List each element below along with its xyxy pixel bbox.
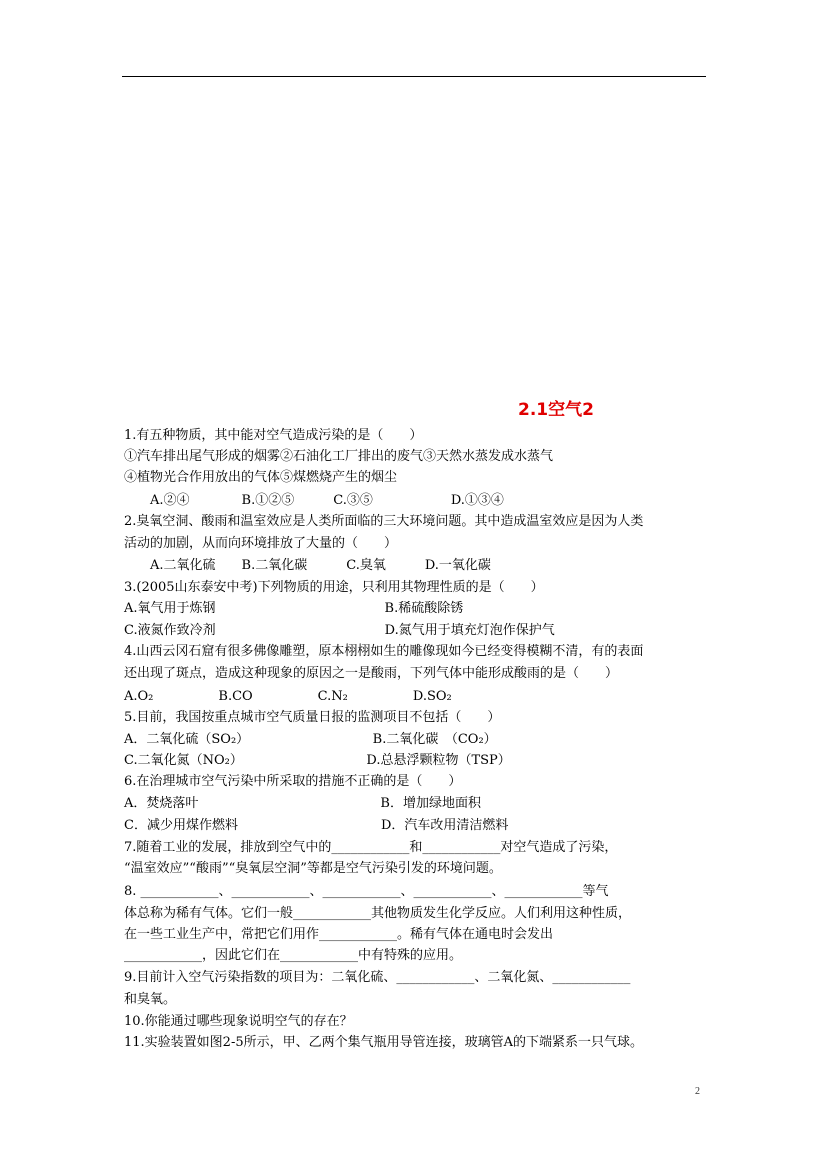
- text-line: ④植物光合作用放出的气体⑤煤燃烧产生的烟尘: [124, 470, 398, 485]
- text-line: 7.随着工业的发展，排放到空气中的____________和____________对空气造成了污染，: [124, 840, 618, 855]
- text-line: A.O₂ B.CO C.N₂ D.SO₂: [124, 689, 452, 704]
- text-line: 6.在治理城市空气污染中所采取的措施不正确的是（ ）: [124, 774, 462, 789]
- text-line: A.二氧化硫 B.二氧化碳 C.臭氧 D.一氧化碳: [124, 558, 491, 573]
- page-title: 2.1空气2: [518, 400, 594, 420]
- text-line: 活动的加剧，从而向环境排放了大量的（ ）: [124, 536, 398, 551]
- page-number: 2: [695, 1086, 700, 1097]
- text-line: 还出现了斑点，造成这种现象的原因之一是酸雨，下列气体中能形成酸雨的是（ ）: [124, 666, 619, 681]
- text-line: 10.你能通过哪些现象说明空气的存在？: [124, 1014, 353, 1029]
- text-line: C.液氮作致冷剂 D.氮气用于填充灯泡作保护气: [124, 623, 555, 638]
- text-line: ____________，因此它们在____________中有特殊的应用。: [124, 948, 463, 963]
- text-line: 8. ____________、____________、____________、____________、____________等气: [124, 884, 609, 899]
- text-line: 11.实验装置如图2-5所示，甲、乙两个集气瓶用导管连接，玻璃管A的下端紧系一只气球。: [124, 1035, 643, 1050]
- text-line: A．焚烧落叶 B．增加绿地面积: [124, 796, 481, 811]
- text-line: A．二氧化硫（SO₂） B.二氧化碳 （CO₂）: [124, 732, 497, 747]
- text-line: ①汽车排出尾气形成的烟雾②石油化工厂排出的废气③天然水蒸发成水蒸气: [124, 449, 554, 464]
- text-line: 体总称为稀有气体。它们一般____________其他物质发生化学反应。人们利用这种性质，: [124, 906, 632, 921]
- text-line: C.二氧化氮（NO₂） D.总悬浮颗粒物（TSP）: [124, 753, 511, 768]
- text-line: 4.山西云冈石窟有很多佛像雕塑，原本栩栩如生的雕像现如今已经变得模糊不清，有的表面: [124, 644, 644, 659]
- text-line: 和臭氧。: [124, 992, 177, 1007]
- text-line: 3.(2005山东泰安中考)下列物质的用途，只利用其物理性质的是（ ）: [124, 580, 544, 595]
- text-line: C．减少用煤作燃料 D．汽车改用清洁燃料: [124, 818, 509, 833]
- text-line: 5.目前，我国按重点城市空气质量日报的监测项目不包括（ ）: [124, 710, 501, 725]
- text-line: A.②④ B.①②⑤ C.③⑤ D.①③④: [124, 493, 504, 508]
- text-line: 1.有五种物质，其中能对空气造成污染的是（ ）: [124, 428, 423, 443]
- header-rule: [122, 76, 706, 77]
- text-line: 在一些工业生产中，常把它们用作____________。稀有气体在通电时会发出: [124, 927, 554, 942]
- text-line: “温室效应”“酸雨”“臭氧层空洞”等都是空气污染引发的环境问题。: [124, 861, 502, 876]
- text-line: 2.臭氧空洞、酸雨和温室效应是人类所面临的三大环境问题。其中造成温室效应是因为人类: [124, 514, 644, 529]
- text-line: A.氧气用于炼钢 B.稀硫酸除锈: [124, 601, 464, 616]
- text-line: 9.目前计入空气污染指数的项目为：二氧化硫、____________、二氧化氮、____________: [124, 970, 631, 985]
